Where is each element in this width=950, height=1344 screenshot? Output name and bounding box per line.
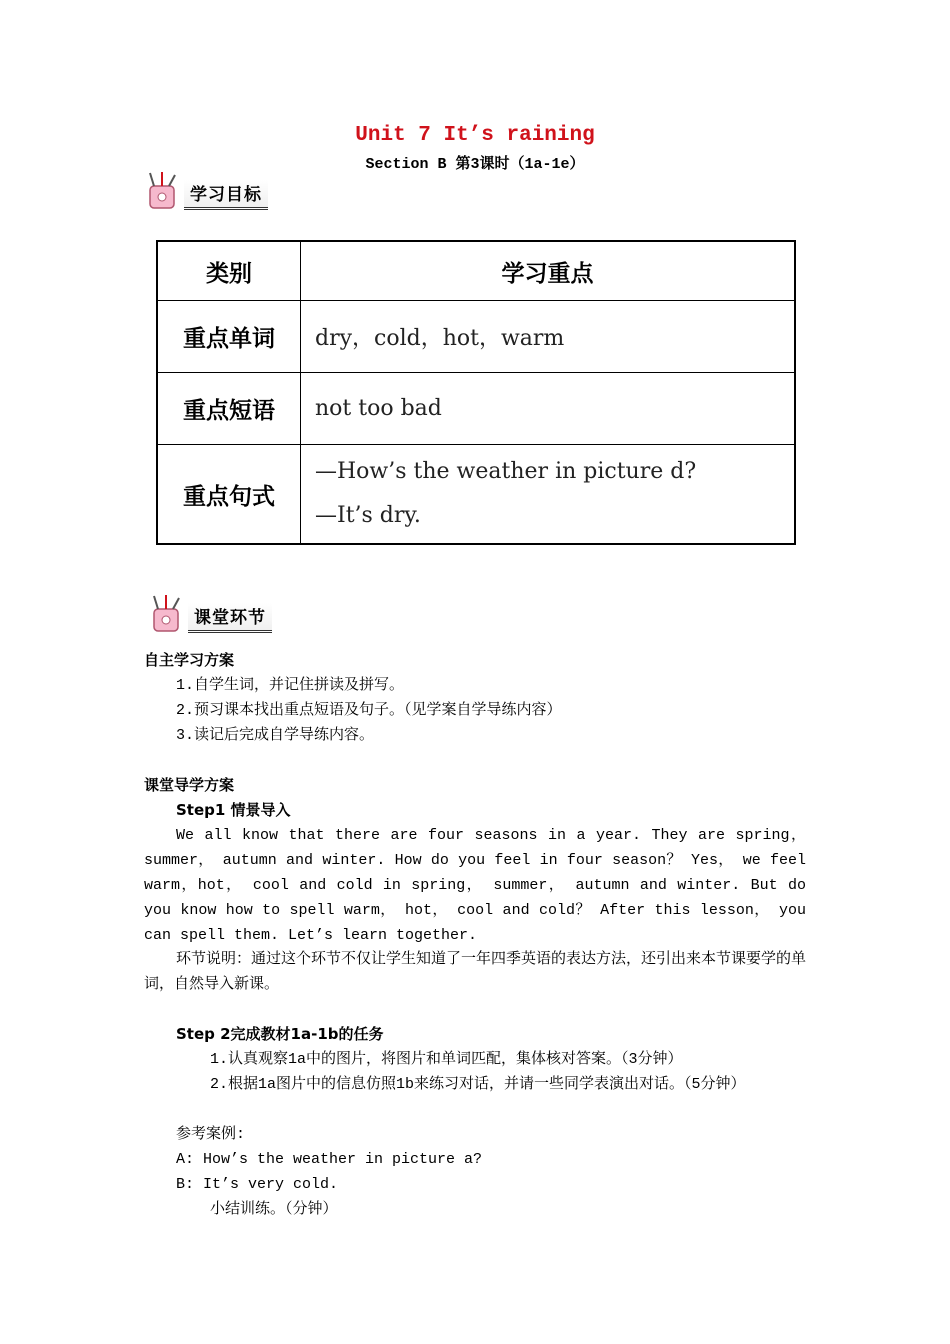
- self-study-heading: 自主学习方案: [144, 651, 235, 669]
- row-value: [301, 445, 796, 545]
- pencil-cup-icon: [144, 170, 182, 210]
- pencil-cup-icon: [148, 593, 186, 633]
- goals-table: [156, 240, 796, 545]
- section-badge-steps: [148, 593, 272, 633]
- row-category: 重点单词: [157, 301, 301, 373]
- dialog-line: A: How’s the weather in picture a?: [176, 1151, 483, 1168]
- badge-label: 课堂环节: [188, 603, 272, 633]
- guide-heading: 课堂导学方案: [144, 776, 235, 794]
- section-badge-goals: [144, 170, 268, 210]
- table-row: [157, 373, 795, 445]
- step1-note: 环节说明：通过这个环节不仅让学生知道了一年四季英语的表达方法，还引出来本节课要学的单词，自然导入新课。: [144, 951, 807, 993]
- list-item: 2.预习课本找出重点短语及句子。（见学案自学导练内容）: [176, 702, 562, 719]
- step1-title: Step1 情景导入: [176, 801, 291, 819]
- pattern-line: —It’s dry.: [315, 503, 421, 528]
- table-row: [157, 445, 795, 545]
- reference-label: 参考案例:: [176, 1126, 246, 1143]
- row-category: 重点短语: [157, 373, 301, 445]
- header-category: 类别: [157, 241, 301, 301]
- pattern-line: —How’s the weather in picture d?: [315, 459, 697, 484]
- step1-text: We all know that there are four seasons in a year. They are spring，summer， autumn and winter. How do you feel in four season？ Yes， we feel warm，hot， cool and cold in spring， summer， autumn and winter. But do you know how to spell warm， hot， cool and cold？ After this lesson， you can spell them. Let’s learn together.: [144, 827, 806, 944]
- step2-item: 1.认真观察1a中的图片，将图片和单词匹配，集体核对答案。（3分钟）: [210, 1051, 683, 1068]
- page-title: Unit 7 It’s raining: [355, 124, 595, 147]
- dialog-line: B: It’s very cold.: [176, 1176, 339, 1193]
- list-item: 3.读记后完成自学导练内容。: [176, 727, 375, 744]
- row-category: 重点句式: [157, 445, 301, 545]
- row-value: dry，cold，hot，warm: [301, 301, 796, 373]
- step2-title: Step 2完成教材1a-1b的任务: [176, 1025, 384, 1043]
- step2-item: 2.根据1a图片中的信息仿照1b来练习对话，并请一些同学表演出对话。（5分钟）: [210, 1076, 746, 1093]
- row-value: not too bad: [301, 373, 796, 445]
- page-subtitle: Section B 第3课时（1a-1e）: [365, 156, 585, 173]
- header-focus: 学习重点: [301, 241, 796, 301]
- table-row: [157, 301, 795, 373]
- list-item: 1.自学生词，并记住拼读及拼写。: [176, 677, 405, 694]
- badge-label: 学习目标: [184, 180, 268, 210]
- summary-line: 小结训练。（分钟）: [210, 1201, 338, 1218]
- table-header-row: [157, 241, 795, 301]
